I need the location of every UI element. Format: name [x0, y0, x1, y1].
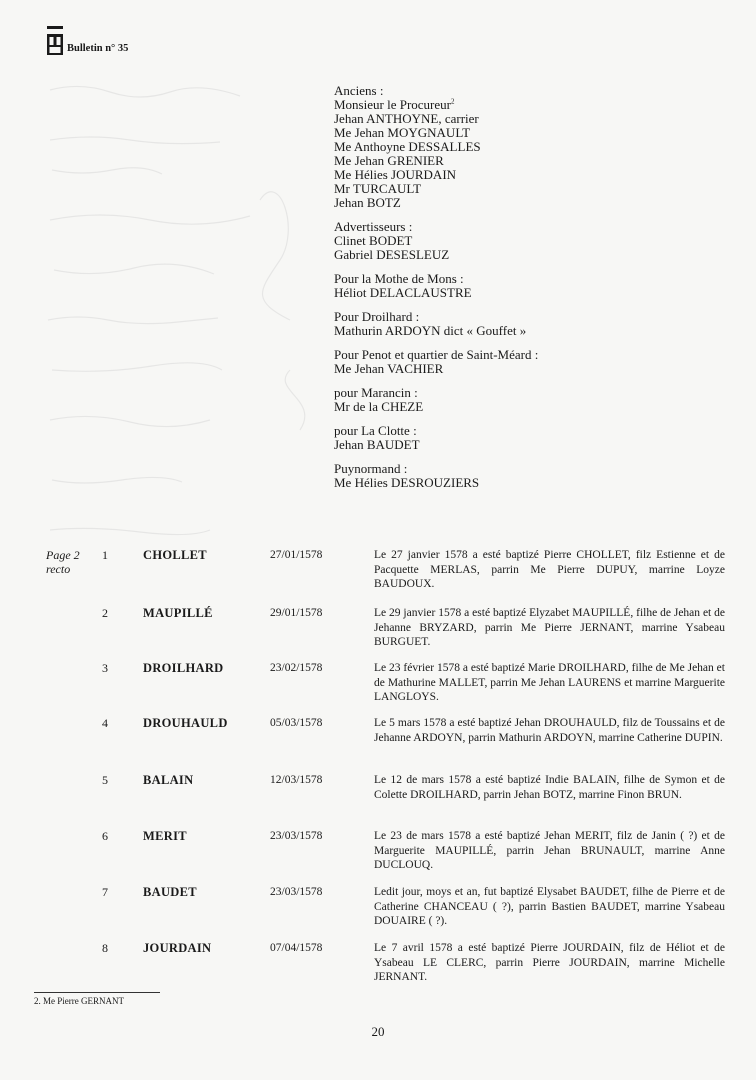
council-line	[334, 98, 538, 112]
society-logo-icon	[46, 24, 64, 56]
entry-text: Le 12 de mars 1578 a esté baptizé Indie BALAIN, filhe de Symon et de Colette DROILHARD, parrin Jehan BOTZ, marrine Finon BRUN.	[374, 774, 725, 801]
council-line: Mathurin ARDOYN dict « Gouffet »	[334, 323, 527, 338]
council-group-marancin	[334, 386, 538, 414]
entry-number: 5	[102, 773, 108, 787]
council-group-puynormand	[334, 462, 538, 490]
bulletin-header	[46, 24, 128, 56]
entry-text: Le 5 mars 1578 a esté baptizé Jehan DROUHAULD, filz de Toussains et de Jehanne ARDOYN, parrin Mathurin ARDOYN, marrine Catherine DUPIN.	[374, 717, 725, 744]
page-label-side: recto	[46, 562, 71, 576]
entry-surname: DROUHAULD	[143, 716, 228, 730]
entry-date: 23/03/1578	[270, 886, 323, 898]
page-label-page: Page 2	[46, 548, 80, 562]
entry-text: Le 23 de mars 1578 a esté baptizé Jehan MERIT, filz de Janin ( ?) et de Marguerite MAUPILLÉ, parrin Jehan BRUNAULT, marrine Anne DUCLOUQ.	[374, 830, 725, 871]
council-line: Me Jehan MOYGNAULT	[334, 125, 471, 140]
council-line: Pour Droilhard :	[334, 309, 420, 324]
entry-date: 27/01/1578	[270, 549, 323, 561]
entry-number: 4	[102, 716, 108, 730]
council-group-penot	[334, 348, 538, 376]
council-line: Jehan ANTHOYNE, carrier	[334, 111, 479, 126]
council-line: Mr TURCAULT	[334, 181, 422, 196]
council-line: pour Marancin :	[334, 385, 418, 400]
entry-date: 23/02/1578	[270, 662, 323, 674]
page-number: 20	[371, 1024, 385, 1039]
council-line: Me Hélies JOURDAIN	[334, 167, 457, 182]
entry-number: 3	[102, 661, 108, 675]
council-line: pour La Clotte :	[334, 423, 417, 438]
council-line: Jehan BAUDET	[334, 437, 420, 452]
page-label	[46, 548, 80, 576]
council-line: Me Jehan GRENIER	[334, 153, 444, 168]
entry-text: Ledit jour, moys et an, fut baptizé Elysabet BAUDET, filhe de Pierre et de Catherine CHANCEAU ( ?), parrin Bastien BAUDET, marrine Ysabeau DOUAIRE ( ?).	[374, 886, 725, 927]
council-group-anciens	[334, 84, 538, 210]
council-line-text: Monsieur le Procureur	[334, 97, 451, 112]
council-line: Me Anthoyne DESSALLES	[334, 139, 481, 154]
entry-text: Le 27 janvier 1578 a esté baptizé Pierre CHOLLET, filz Estienne et de Pacquette MERLAS, parrin Me Pierre DUPUY, marrine Loyze BAUDOUX.	[374, 549, 725, 590]
entry-text: Le 29 janvier 1578 a esté baptizé Elyzabet MAUPILLÉ, filhe de Jehan et de Jehanne BRYZARD, parrin Me Pierre JERNANT, marrine Ysabeau BURGUET.	[374, 607, 725, 648]
entry-text: Le 23 février 1578 a esté baptizé Marie DROILHARD, filhe de Me Jehan et de Mathurine MALLET, parrin Me Jehan LAURENS et marrine Marguerite LANGLOYS.	[374, 662, 725, 703]
entry-date: 07/04/1578	[270, 942, 323, 954]
entry-date: 12/03/1578	[270, 774, 323, 786]
entry-number: 8	[102, 941, 108, 955]
council-line: Puynormand :	[334, 461, 408, 476]
entry-surname: BAUDET	[143, 885, 197, 899]
council-line: Clinet BODET	[334, 233, 413, 248]
entry-surname: BALAIN	[143, 773, 194, 787]
entry-number: 6	[102, 829, 108, 843]
council-group-advertisseurs	[334, 220, 538, 262]
council-line: Gabriel DESESLEUZ	[334, 247, 450, 262]
entry-date: 05/03/1578	[270, 717, 323, 729]
footnote: 2. Me Pierre GERNANT	[34, 996, 124, 1006]
entry-number: 1	[102, 548, 108, 562]
entry-surname: JOURDAIN	[143, 941, 212, 955]
footnote-reference: 2	[450, 97, 455, 106]
council-line: Mr de la CHEZE	[334, 399, 424, 414]
entry-date: 23/03/1578	[270, 830, 323, 842]
entry-surname: MAUPILLÉ	[143, 606, 213, 620]
council-line: Pour la Mothe de Mons :	[334, 271, 464, 286]
council-line: Me Jehan VACHIER	[334, 361, 444, 376]
footnote-divider	[34, 992, 160, 993]
council-line: Me Hélies DESROUZIERS	[334, 475, 480, 490]
entry-surname: MERIT	[143, 829, 187, 843]
council-line: Jehan BOTZ	[334, 195, 401, 210]
entry-number: 7	[102, 885, 108, 899]
entry-number: 2	[102, 606, 108, 620]
council-group-la-clotte	[334, 424, 538, 452]
entry-date: 29/01/1578	[270, 607, 323, 619]
council-line: Advertisseurs :	[334, 219, 413, 234]
council-group-mothe-de-mons	[334, 272, 538, 300]
entry-text: Le 7 avril 1578 a esté baptizé Pierre JOURDAIN, filz de Héliot et de Ysabeau LE CLERC, parrin Pierre JOURDAIN, marrine Michelle JERNANT.	[374, 942, 725, 983]
council-line: Anciens :	[334, 83, 384, 98]
entry-surname: CHOLLET	[143, 548, 207, 562]
bulletin-title: Bulletin n° 35	[67, 43, 129, 54]
council-line: Pour Penot et quartier de Saint-Méard :	[334, 347, 539, 362]
entry-surname: DROILHARD	[143, 661, 224, 675]
show-through-handwriting	[40, 70, 370, 560]
council-group-droilhard	[334, 310, 538, 338]
parish-council-list	[334, 84, 538, 500]
council-line: Héliot DELACLAUSTRE	[334, 285, 472, 300]
